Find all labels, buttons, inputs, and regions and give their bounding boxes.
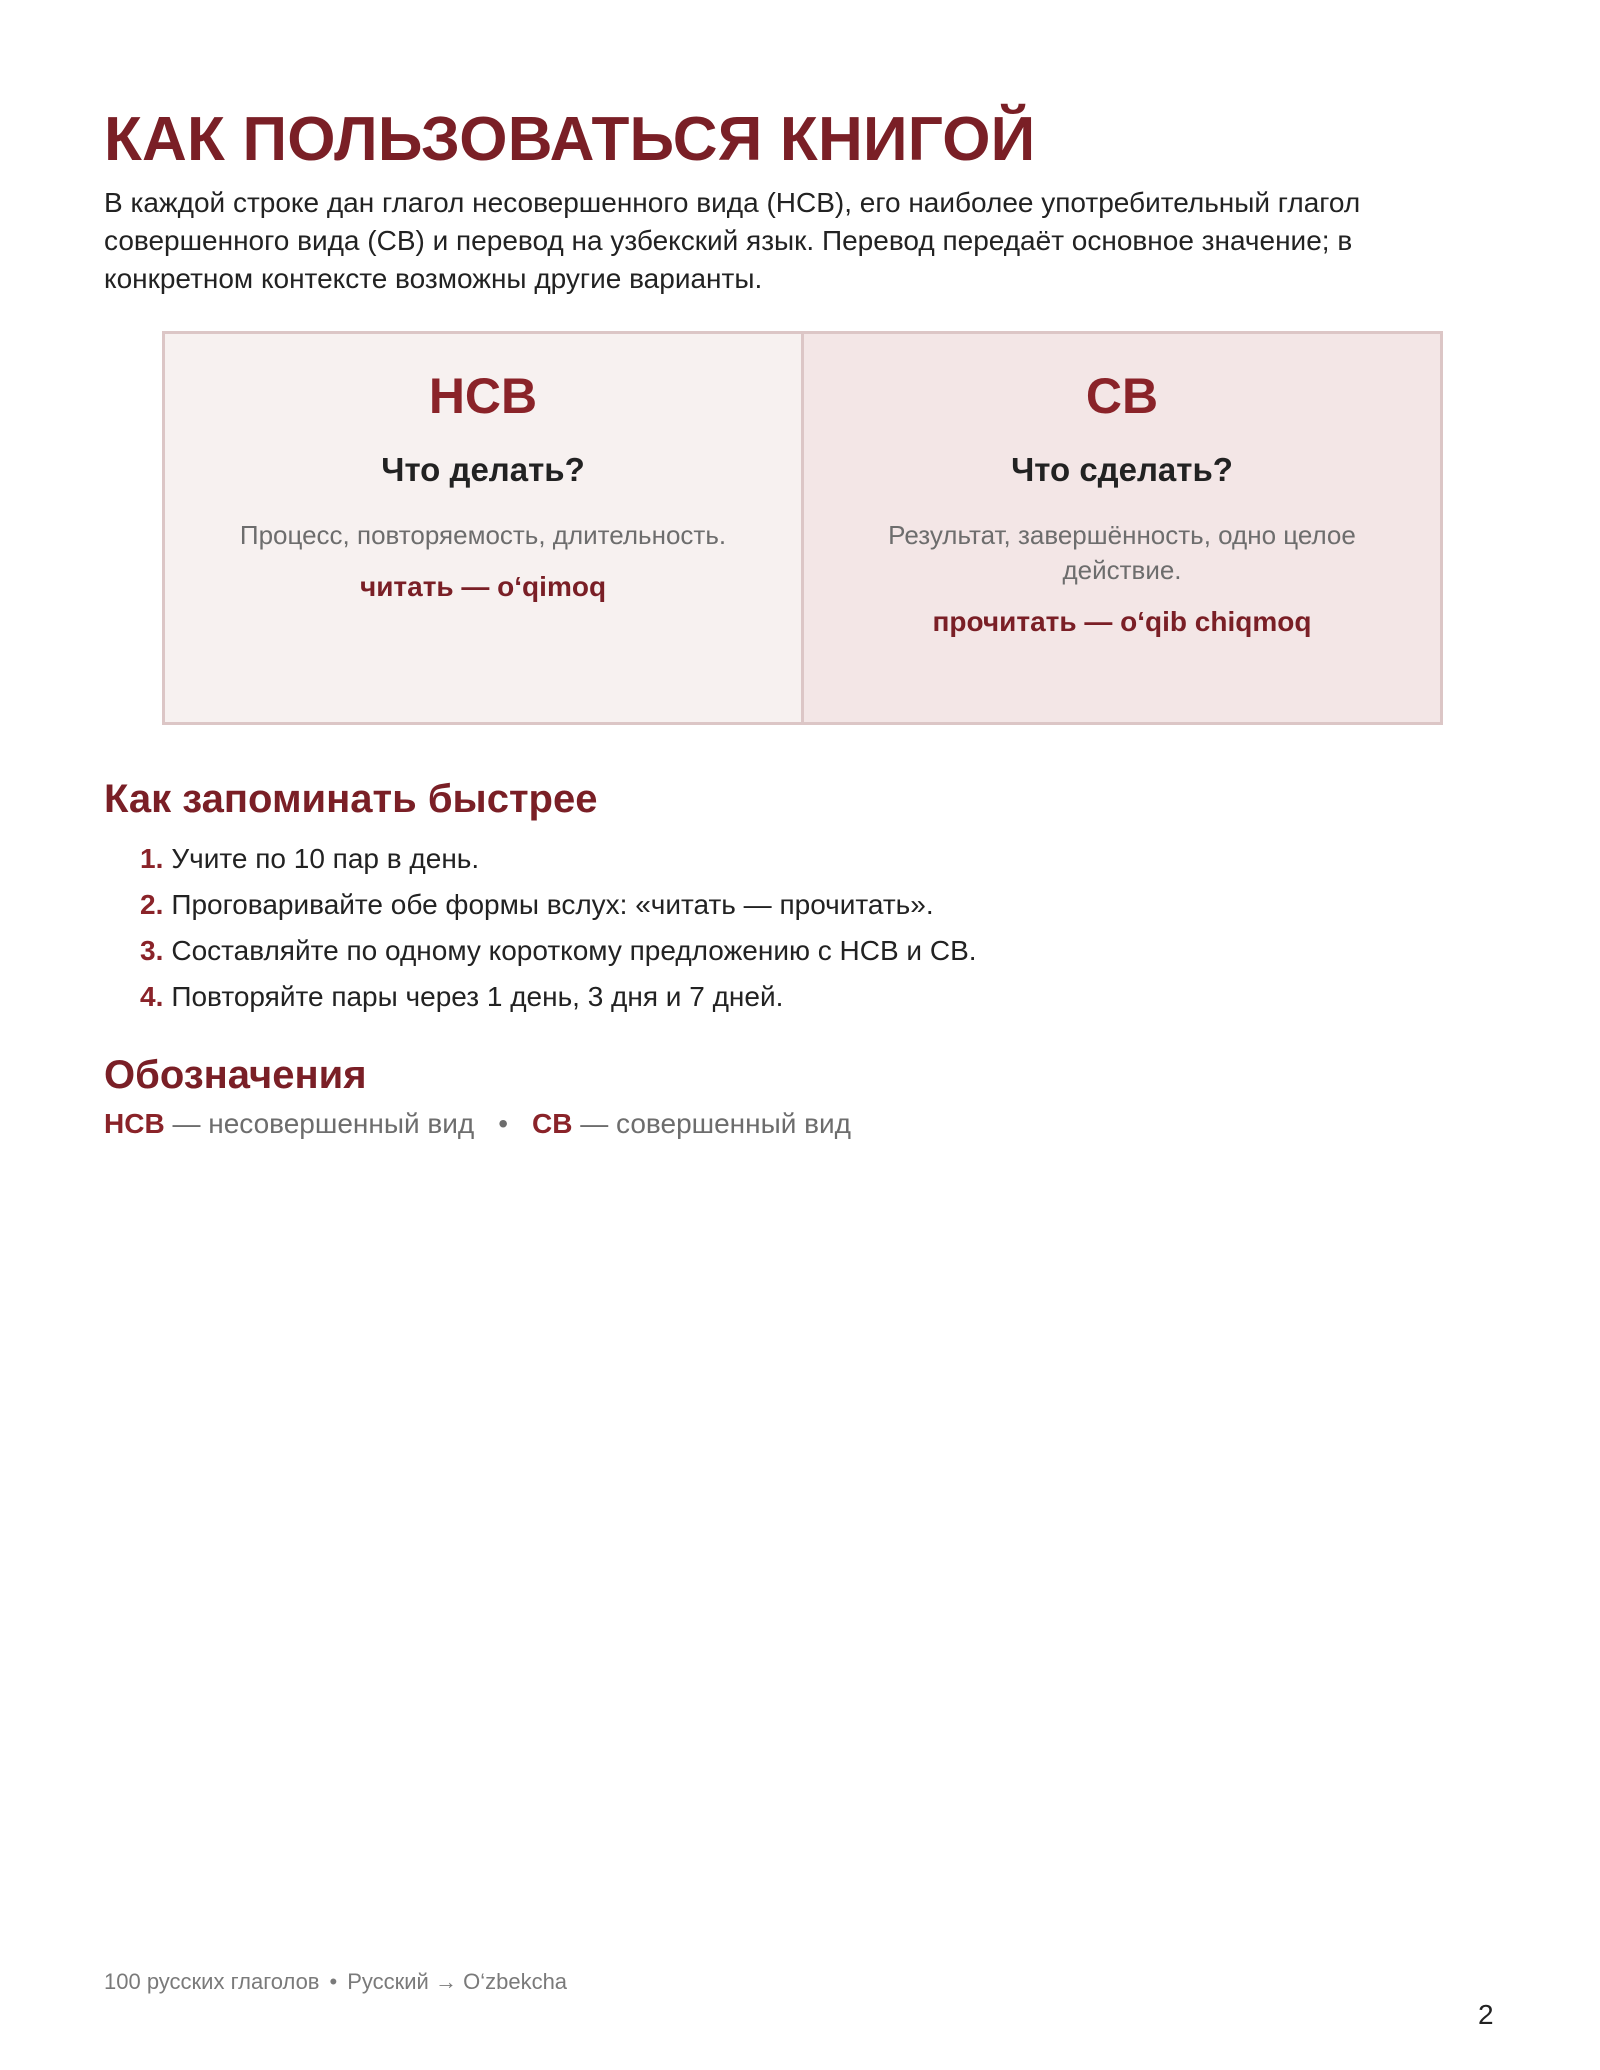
legend-code: СВ [532, 1108, 573, 1139]
legend-separator: • [498, 1108, 509, 1139]
tip-text: Повторяйте пары через 1 день, 3 дня и 7 дней. [171, 981, 784, 1012]
page-number: 2 [1478, 1999, 1494, 2030]
tip-number: 4. [140, 981, 164, 1012]
footer-separator: • [329, 1969, 338, 1994]
list-item [140, 836, 977, 882]
aspect-question: Что делать? [381, 451, 585, 488]
aspect-description: Процесс, повторяемость, длительность. [239, 520, 727, 550]
list-item [140, 974, 977, 1020]
list-item [140, 928, 977, 974]
aspect-question: Что сделать? [1011, 451, 1233, 488]
legend-heading: Обозначения [104, 1053, 367, 1097]
legend-text: — совершенный вид [572, 1108, 851, 1139]
list-item [140, 882, 977, 928]
tip-text: Проговаривайте обе формы вслух: «читать — прочитать». [171, 889, 934, 920]
arrow-icon: → [434, 1969, 457, 1994]
tip-number: 2. [140, 889, 164, 920]
legend-text: — несовершенный вид [164, 1108, 475, 1139]
tips-heading: Как запоминать быстрее [104, 777, 598, 821]
legend [104, 1106, 851, 1142]
footer-book-title: 100 русских глаголов [104, 1969, 320, 1994]
aspect-description: Результат, завершённость, одно целое действие. [888, 520, 1356, 585]
aspect-example: читать — o‘qimoq [359, 571, 607, 602]
page-footer [104, 1968, 567, 1996]
tips-list [140, 836, 977, 1020]
aspect-comparison-table [162, 331, 1443, 725]
aspect-column-imperfective [165, 334, 804, 722]
tip-number: 1. [140, 843, 164, 874]
page-title: КАК ПОЛЬЗОВАТЬСЯ КНИГОЙ [104, 105, 1036, 174]
footer-language-to: O‘zbekcha [463, 1969, 568, 1994]
footer-language-from: Русский [347, 1969, 429, 1994]
tip-text: Составляйте по одному короткому предложению с НСВ и СВ. [171, 935, 977, 966]
legend-code: НСВ [104, 1108, 165, 1139]
aspect-code: НСВ [428, 368, 538, 424]
tip-text: Учите по 10 пар в день. [171, 843, 480, 874]
tip-number: 3. [140, 935, 164, 966]
aspect-code: СВ [1085, 368, 1159, 424]
intro-paragraph: В каждой строке дан глагол несовершенного вида (НСВ), его наиболее употребительный глагол совершенного вида (СВ) и перевод на узбекский язык. Перевод передаёт основное значение; в конкретном контексте возможны другие варианты. [104, 187, 1361, 294]
aspect-column-perfective [804, 334, 1440, 722]
aspect-example: прочитать — o‘qib chiqmoq [932, 606, 1312, 637]
